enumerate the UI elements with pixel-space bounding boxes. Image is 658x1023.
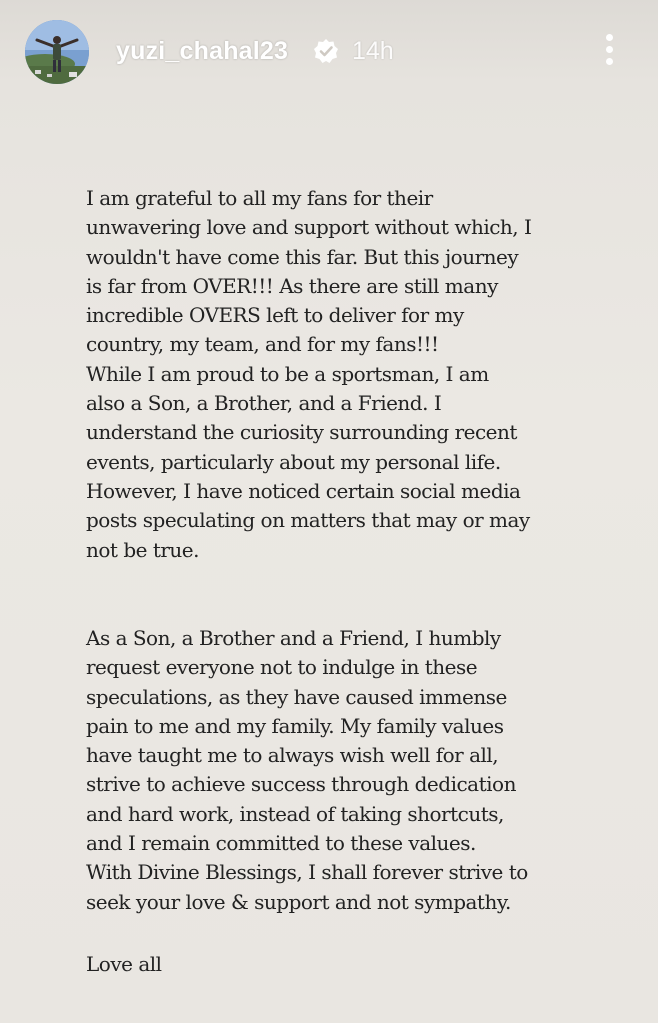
story-paragraph-2 bbox=[86, 624, 606, 917]
story-header bbox=[0, 0, 658, 100]
story-line: While I am proud to be a sportsman, I am bbox=[86, 361, 489, 386]
story-line: incredible OVERS left to deliver for my bbox=[86, 303, 464, 328]
story-line: strive to achieve success through dedication bbox=[86, 772, 516, 797]
story-line: country, my team, and for my fans!!! bbox=[86, 332, 439, 357]
more-options-button[interactable] bbox=[596, 30, 622, 70]
story-line: posts speculating on matters that may or may bbox=[86, 508, 530, 533]
story-line: pain to me and my family. My family values bbox=[86, 713, 504, 738]
story-line: request everyone not to indulge in these bbox=[86, 655, 478, 680]
story-line: not be true. bbox=[86, 537, 199, 562]
timestamp: 14h bbox=[352, 37, 394, 65]
story-paragraph-3 bbox=[86, 950, 606, 979]
story-line: As a Son, a Brother and a Friend, I humbly bbox=[86, 626, 501, 650]
story-line: events, particularly about my personal life. bbox=[86, 449, 501, 474]
story-paragraph-1 bbox=[86, 184, 606, 565]
story-line: have taught me to always wish well for all, bbox=[86, 743, 499, 768]
username[interactable]: yuzi_chahal23 bbox=[116, 37, 289, 65]
avatar[interactable] bbox=[25, 20, 89, 84]
story-line: also a Son, a Brother, and a Friend. I bbox=[86, 391, 442, 416]
story-line: However, I have noticed certain social media bbox=[86, 478, 521, 503]
story-line: unwavering love and support without which, I bbox=[86, 215, 532, 240]
avatar-photo bbox=[25, 20, 89, 84]
story-line: wouldn't have come this far. But this journey bbox=[86, 244, 519, 269]
more-vertical-icon-dot bbox=[606, 58, 613, 65]
story-line: is far from OVER!!! As there are still many bbox=[86, 273, 498, 298]
story-line: With Divine Blessings, I shall forever strive to bbox=[86, 860, 528, 885]
story-line: and hard work, instead of taking shortcuts, bbox=[86, 801, 504, 826]
more-vertical-icon-dot bbox=[606, 46, 613, 53]
story-line: I am grateful to all my fans for their bbox=[86, 186, 433, 210]
story-line: and I remain committed to these values. bbox=[86, 831, 476, 856]
story-line: speculations, as they have caused immense bbox=[86, 684, 507, 709]
story-closing-line: Love all bbox=[86, 952, 162, 976]
story-line: seek your love & support and not sympathy. bbox=[86, 889, 511, 914]
more-vertical-icon bbox=[606, 34, 613, 41]
verified-badge-icon bbox=[313, 38, 339, 64]
story-line: understand the curiosity surrounding recent bbox=[86, 420, 517, 445]
